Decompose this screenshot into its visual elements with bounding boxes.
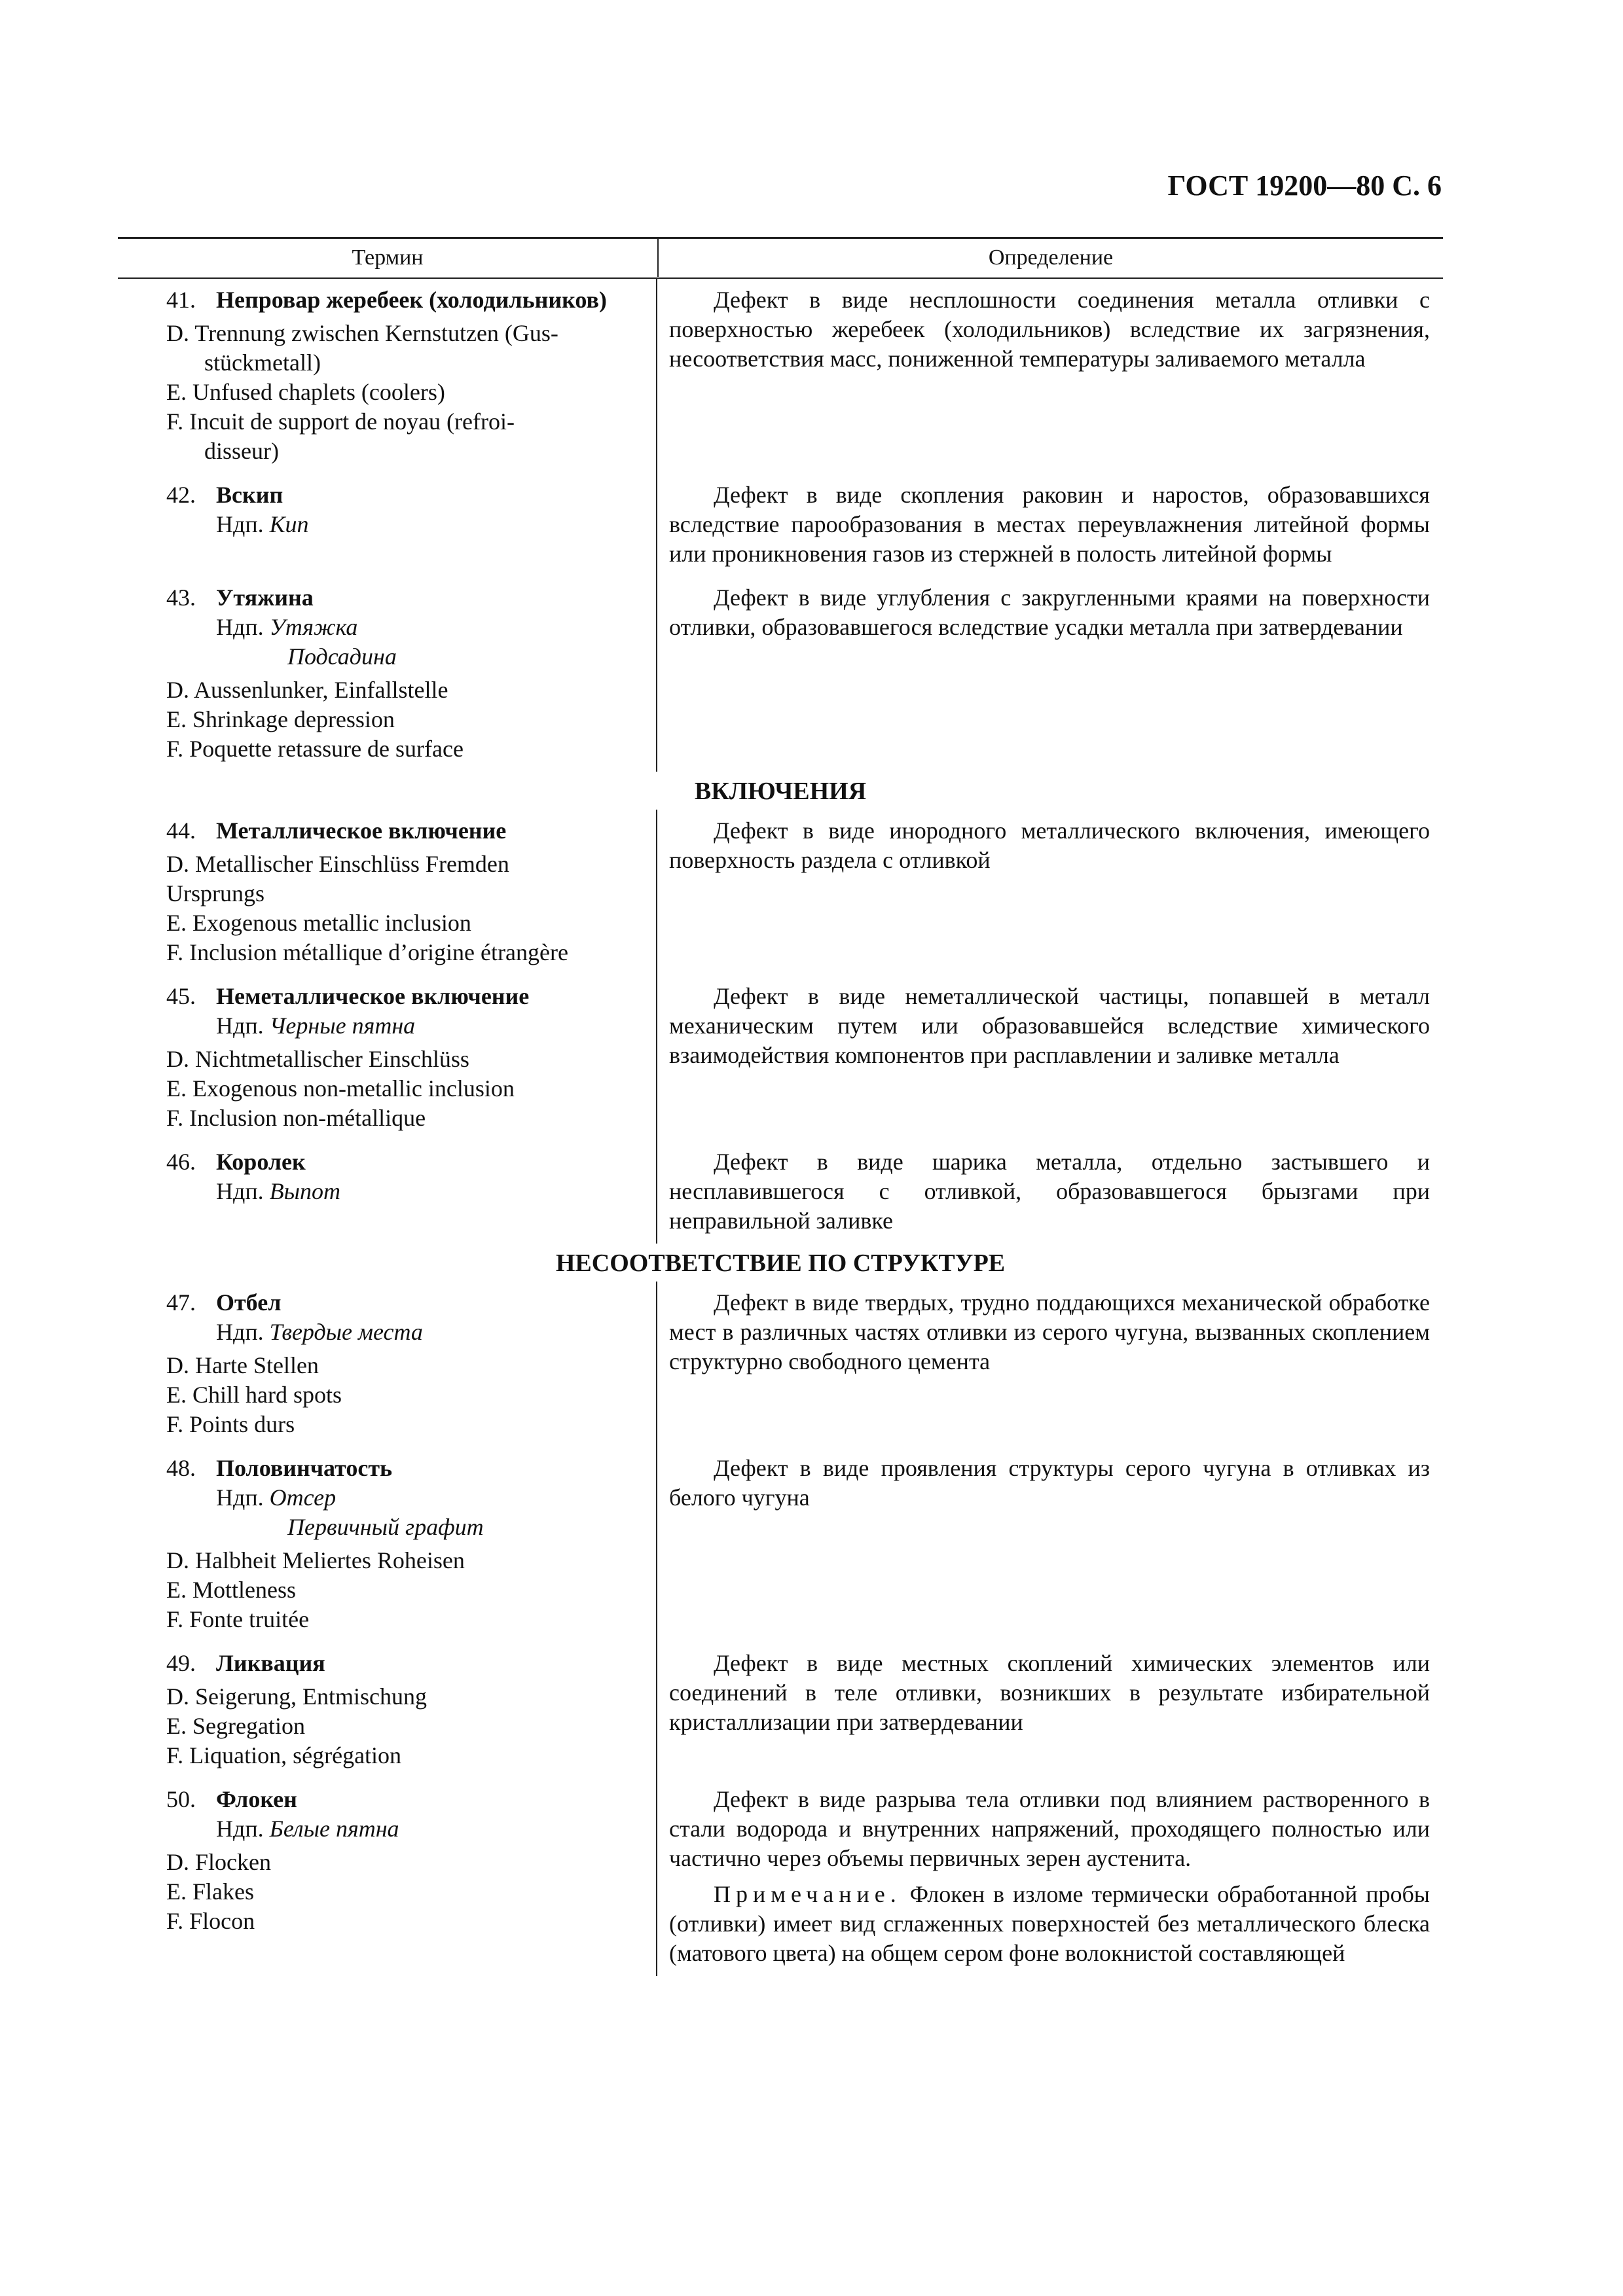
deprecated-term-text: Утяжка	[269, 614, 358, 640]
definition-cell	[657, 1642, 1443, 1778]
deprecated-term-text: Твердые места	[269, 1319, 423, 1345]
term-name: Половинчатость	[216, 1455, 393, 1481]
foreign-term: disseur)	[204, 438, 279, 464]
note-text: Флокен в изломе термически обработанной пробы (отливки) имеет вид сглаженных поверхностей без металлического блеска (матового цвета) на общем сером фоне волокнистой составляющей	[669, 1881, 1430, 1966]
foreign-term: F. Inclusion non-métallique	[166, 1105, 426, 1131]
foreign-term: D. Aussenlunker, Einfallstelle	[166, 677, 448, 703]
definition-text: Дефект в виде углубления с закругленными краями на поверхности отливки, образовавшегося вследствие усадки металла при затвердевании	[669, 584, 1430, 640]
table-body	[118, 279, 1443, 1976]
table-row	[118, 577, 1443, 772]
foreign-term: D. Harte Stellen	[166, 1352, 319, 1378]
foreign-term: E. Unfused chaplets (coolers)	[166, 379, 445, 405]
note	[669, 1880, 1430, 1968]
deprecated-term	[166, 1011, 649, 1041]
term-number: 47.	[166, 1289, 196, 1316]
table-row	[118, 474, 1443, 577]
definition-cell	[657, 474, 1443, 577]
term-number: 50.	[166, 1786, 196, 1812]
term-line	[166, 1147, 649, 1177]
term-cell	[118, 1141, 657, 1244]
note-label: Примечание.	[714, 1881, 902, 1907]
foreign-term: F. Flocon	[166, 1908, 255, 1934]
column-header-definition: Определение	[988, 245, 1114, 270]
term-line	[166, 816, 649, 846]
foreign-term: E. Shrinkage depression	[166, 706, 395, 732]
term-line	[166, 1785, 649, 1814]
table-row	[118, 1642, 1443, 1778]
deprecated-term	[166, 1318, 649, 1347]
deprecated-term	[166, 613, 649, 642]
term-number: 44.	[166, 817, 196, 844]
foreign-term: F. Poquette retassure de surface	[166, 736, 464, 762]
term-cell	[118, 1282, 657, 1447]
foreign-term: D. Metallischer Einschlüss Fremden	[166, 851, 509, 877]
foreign-equivalents	[166, 1546, 649, 1634]
definition-text: Дефект в виде местных скоплений химических элементов или соединений в теле отливки, возникших в результате избирательной кристаллизации при затвердевании	[669, 1650, 1430, 1735]
deprecated-term-text: Черные пятна	[269, 1013, 416, 1039]
term-name: Металлическое включение	[216, 817, 507, 844]
definition-cell	[657, 1282, 1443, 1447]
foreign-equivalents	[166, 319, 649, 466]
table-row	[118, 279, 1443, 474]
deprecated-label: Ндп.	[216, 614, 270, 640]
definition-text: Дефект в виде разрыва тела отливки под влиянием растворенного в стали водорода и внутренних напряжений, проходящего полностью или частично через объемы первичных зерен аустенита.	[669, 1786, 1430, 1871]
foreign-equivalents	[166, 1848, 649, 1936]
term-line	[166, 982, 649, 1011]
deprecated-term	[166, 1814, 649, 1844]
term-name: Вскип	[216, 482, 283, 508]
foreign-term: F. Liquation, ségrégation	[166, 1742, 402, 1768]
deprecated-term-text: Отсер	[269, 1484, 337, 1511]
foreign-term: E. Chill hard spots	[166, 1382, 342, 1408]
foreign-term: stückmetall)	[204, 350, 321, 376]
table-row	[118, 1141, 1443, 1244]
foreign-term: E. Exogenous metallic inclusion	[166, 910, 471, 936]
term-cell	[118, 1447, 657, 1642]
deprecated-label: Ндп.	[216, 1484, 270, 1511]
deprecated-term-text: Белые пятна	[269, 1816, 399, 1842]
foreign-equivalents	[166, 1682, 649, 1770]
term-name: Неметаллическое включение	[216, 983, 530, 1009]
deprecated-term	[166, 510, 649, 539]
term-name: Флокен	[216, 1786, 297, 1812]
foreign-term: D. Nichtmetallischer Einschlüss	[166, 1046, 469, 1072]
deprecated-term-text: Кип	[269, 511, 309, 537]
foreign-term: F. Inclusion métallique d’origine étrangère	[166, 939, 568, 965]
foreign-term: E. Segregation	[166, 1713, 305, 1739]
definition-cell	[657, 1778, 1443, 1976]
term-line	[166, 1288, 649, 1318]
deprecated-term: Первичный графит	[287, 1514, 484, 1540]
definition-cell	[657, 577, 1443, 772]
term-line	[166, 583, 649, 613]
deprecated-term: Подсадина	[287, 643, 397, 670]
term-cell	[118, 1778, 657, 1976]
deprecated-label: Ндп.	[216, 1013, 270, 1039]
term-number: 49.	[166, 1650, 196, 1676]
table-row	[118, 975, 1443, 1141]
term-line	[166, 1649, 649, 1678]
term-line	[166, 480, 649, 510]
foreign-term: F. Incuit de support de noyau (refroi-	[166, 408, 515, 435]
foreign-term: Ursprungs	[166, 880, 264, 906]
term-name: Королек	[216, 1149, 306, 1175]
term-name: Ликвация	[216, 1650, 325, 1676]
term-name: Непровар жеребеек (холодильников)	[216, 287, 607, 313]
foreign-term: D. Seigerung, Entmischung	[166, 1683, 427, 1710]
term-number: 41.	[166, 287, 196, 313]
term-cell	[118, 474, 657, 577]
foreign-term: D. Trennung zwischen Kernstutzen (Gus-	[166, 320, 558, 346]
table-row	[118, 810, 1443, 975]
table-row	[118, 1282, 1443, 1447]
definition-text: Дефект в виде несплошности соединения металла отливки с поверхностью жеребеек (холодильников) вследствие их загрязнения, несоответствия масс, пониженной температуры заливаемого металла	[669, 287, 1430, 372]
deprecated-label: Ндп.	[216, 511, 270, 537]
term-cell	[118, 1642, 657, 1778]
terms-table	[118, 237, 1443, 1976]
definition-text: Дефект в виде проявления структуры серого чугуна в отливках из белого чугуна	[669, 1455, 1430, 1511]
foreign-term: D. Halbheit Meliertes Roheisen	[166, 1547, 465, 1573]
foreign-term: F. Fonte truitée	[166, 1606, 310, 1632]
definition-cell	[657, 810, 1443, 975]
table-row	[118, 1447, 1443, 1642]
deprecated-label: Ндп.	[216, 1178, 270, 1204]
term-cell	[118, 577, 657, 772]
term-name: Отбел	[216, 1289, 282, 1316]
foreign-equivalents	[166, 1045, 649, 1133]
definition-text: Дефект в виде скопления раковин и наростов, образовавшихся вследствие парообразования в местах переувлажнения литейной формы или проникновения газов из стержней в полость литейной формы	[669, 482, 1430, 567]
term-cell	[118, 975, 657, 1141]
column-header-term: Термин	[118, 239, 659, 277]
term-number: 48.	[166, 1455, 196, 1481]
section-heading: НЕСООТВЕТСТВИЕ ПО СТРУКТУРЕ	[555, 1249, 1006, 1277]
deprecated-term	[166, 1177, 649, 1206]
term-cell	[118, 810, 657, 975]
definition-cell	[657, 279, 1443, 474]
definition-text: Дефект в виде инородного металлического включения, имеющего поверхность раздела с отливкой	[669, 817, 1430, 873]
foreign-equivalents	[166, 1351, 649, 1439]
section-heading: ВКЛЮЧЕНИЯ	[694, 778, 867, 805]
deprecated-term-text: Выпот	[269, 1178, 340, 1204]
term-line	[166, 285, 649, 315]
deprecated-label: Ндп.	[216, 1319, 270, 1345]
foreign-term: F. Points durs	[166, 1411, 295, 1437]
definition-text: Дефект в виде шарика металла, отдельно застывшего и несплавившегося с отливкой, образовавшегося брызгами при неправильной заливке	[669, 1149, 1430, 1234]
definition-cell	[657, 1141, 1443, 1244]
table-row	[118, 1778, 1443, 1976]
foreign-term: E. Mottleness	[166, 1577, 296, 1603]
foreign-term: E. Exogenous non-metallic inclusion	[166, 1075, 515, 1102]
foreign-equivalents	[166, 850, 649, 967]
term-number: 45.	[166, 983, 196, 1009]
term-line	[166, 1454, 649, 1483]
term-number: 46.	[166, 1149, 196, 1175]
deprecated-term	[166, 1483, 649, 1513]
definition-cell	[657, 1447, 1443, 1642]
definition-text: Дефект в виде твердых, трудно поддающихся механической обработке мест в различных частях отливки из серого чугуна, вызванных скоплением структурно свободного цемента	[669, 1289, 1430, 1374]
page-header: ГОСТ 19200—80 С. 6	[1167, 170, 1442, 202]
definition-cell	[657, 975, 1443, 1141]
term-number: 43.	[166, 584, 196, 611]
foreign-term: E. Flakes	[166, 1878, 254, 1905]
foreign-equivalents	[166, 675, 649, 764]
foreign-term: D. Flocken	[166, 1849, 271, 1875]
term-name: Утяжина	[216, 584, 314, 611]
deprecated-label: Ндп.	[216, 1816, 270, 1842]
term-cell	[118, 279, 657, 474]
definition-text: Дефект в виде неметаллической частицы, попавшей в металл механическим путем или образовавшейся вследствие химического взаимодействия компонентов при расплавлении и заливке металла	[669, 983, 1430, 1068]
table-header	[118, 237, 1443, 279]
term-number: 42.	[166, 482, 196, 508]
